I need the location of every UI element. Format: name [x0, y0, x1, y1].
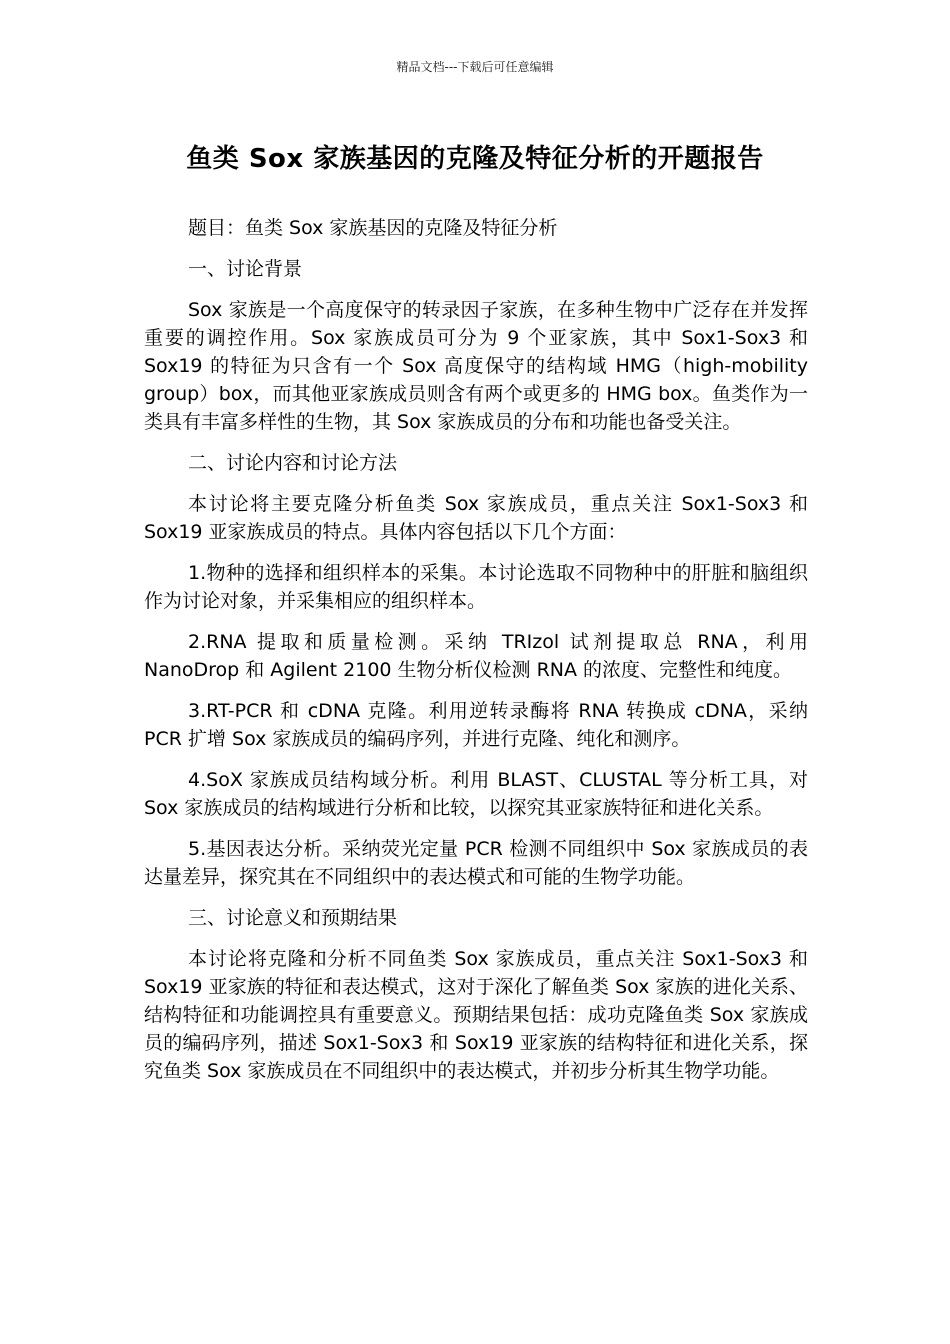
- topic-line: 题目：鱼类 Sox 家族基因的克隆及特征分析: [188, 217, 558, 239]
- method-item-5: 5.基因表达分析。采纳荧光定量 PCR 检测不同组织中 Sox 家族成员的表达量差异，探究其在不同组织中的表达模式和可能的生物学功能。: [144, 838, 808, 888]
- method-item-2: 2.RNA 提取和质量检测。采纳 TRIzol 试剂提取总 RNA，利用 NanoDrop 和 Agilent 2100 生物分析仪检测 RNA 的浓度、完整性和纯度。: [144, 631, 808, 681]
- document-title: 鱼类 Sox 家族基因的克隆及特征分析的开题报告: [186, 144, 764, 174]
- significance-paragraph: 本讨论将克隆和分析不同鱼类 Sox 家族成员，重点关注 Sox1-Sox3 和 Sox19 亚家族的特征和表达模式，这对于深化了解鱼类 Sox 家族的进化关系、结构特征和功能调控具有重要意义。预期结果包括：成功克隆鱼类 Sox 家族成员的编码序列，描述 Sox1-Sox3 和 Sox19 亚家族的结构特征和进化关系，探究鱼类 Sox 家族成员在不同组织中的表达模式，并初步分析其生物学功能。: [144, 948, 808, 1082]
- background-paragraph: Sox 家族是一个高度保守的转录因子家族，在多种生物中广泛存在并发挥重要的调控作用。Sox 家族成员可分为 9 个亚家族，其中 Sox1-Sox3 和 Sox19 的特征为只含有一个 Sox 高度保守的结构域 HMG（high-mobility group）box，而其他亚家族成员则含有两个或更多的 HMG box。鱼类作为一类具有丰富多样性的生物，其 Sox 家族成员的分布和功能也备受关注。: [144, 299, 808, 433]
- header-note: 精品文档---下载后可任意编辑: [396, 60, 554, 74]
- method-item-4: 4.SoX 家族成员结构域分析。利用 BLAST、CLUSTAL 等分析工具，对 Sox 家族成员的结构域进行分析和比较，以探究其亚家族特征和进化关系。: [144, 769, 808, 819]
- section-heading-background: 一、讨论背景: [188, 258, 303, 280]
- section-heading-significance: 三、讨论意义和预期结果: [188, 907, 398, 929]
- method-item-3: 3.RT-PCR 和 cDNA 克隆。利用逆转录酶将 RNA 转换成 cDNA，采纳 PCR 扩增 Sox 家族成员的编码序列，并进行克隆、纯化和测序。: [144, 700, 808, 750]
- section-heading-content-methods: 二、讨论内容和讨论方法: [188, 452, 398, 474]
- method-item-1: 1.物种的选择和组织样本的采集。本讨论选取不同物种中的肝脏和脑组织作为讨论对象，并采集相应的组织样本。: [144, 562, 808, 612]
- document-body: [144, 214, 808, 1098]
- content-intro-paragraph: 本讨论将主要克隆分析鱼类 Sox 家族成员，重点关注 Sox1-Sox3 和 Sox19 亚家族成员的特点。具体内容包括以下几个方面：: [144, 493, 808, 543]
